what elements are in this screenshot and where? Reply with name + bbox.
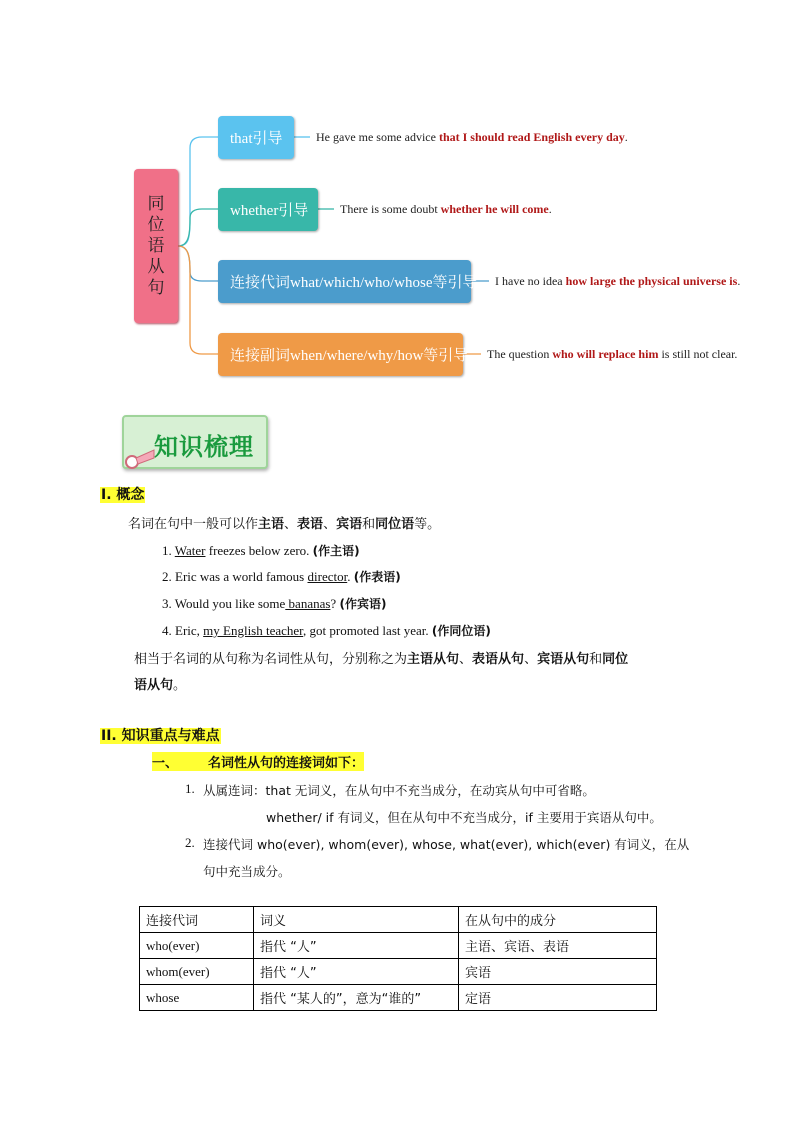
branch-whether (218, 188, 318, 231)
table-header-row (140, 907, 657, 933)
example-4: 4. Eric, my English teacher, got promoted last year. (作同位语) (162, 623, 491, 638)
section2-subheading: 一、 名词性从句的连接词如下： (152, 752, 364, 771)
example-adverb: The question who will replace him is still not clear. (487, 347, 738, 361)
table-cell: whose (140, 985, 254, 1011)
table-cell: 主语、宾语、表语 (459, 933, 657, 959)
table-header-cell: 词义 (254, 907, 459, 933)
table-row (140, 959, 657, 985)
table-cell: who(ever) (140, 933, 254, 959)
table-cell: 指代 “某人的”，意为“谁的” (254, 985, 459, 1011)
section2-heading: II. 知识重点与难点 (101, 728, 220, 744)
section1-summary-line2: 语从句。 (134, 678, 187, 693)
branch-that-label: that引导 (230, 131, 283, 147)
example-2: 2. Eric was a world famous director. (作表语) (162, 569, 401, 584)
table-cell: 定语 (459, 985, 657, 1011)
example-whether: There is some doubt whether he will come. (340, 202, 552, 216)
table-row (140, 933, 657, 959)
mindmap-root (134, 169, 178, 323)
branch-pronoun-label: 连接代词what/which/who/whose等引导 (230, 275, 478, 291)
section1-heading: I. 概念 (101, 487, 145, 503)
table-cell: 指代 “人” (254, 933, 459, 959)
item2-num: 2. (185, 835, 195, 850)
branch-adverb (218, 333, 469, 376)
item2-line1: 连接代词 who(ever), whom(ever), whose, what(ever), which(ever) 有词义，在从 (203, 837, 690, 852)
branch-adverb-label: 连接副词when/where/why/how等引导 (230, 348, 469, 364)
example-3: 3. Would you like some bananas? (作宾语) (162, 596, 387, 611)
table-row (140, 985, 657, 1011)
item1-num: 1. (185, 781, 195, 796)
section1-summary: 相当于名词的从句称为名词性从句，分别称之为主语从句、表语从句、宾语从句和同位 (134, 652, 629, 667)
example-pronoun: I have no idea how large the physical universe is. (495, 274, 741, 288)
table-cell: whom(ever) (140, 959, 254, 985)
item1-line1: 从属连词：that 无词义，在从句中不充当成分，在动宾从句中可省略。 (203, 783, 595, 798)
connective-pronoun-table (139, 906, 657, 1011)
branch-pronoun (218, 260, 478, 303)
table-header-cell: 连接代词 (140, 907, 254, 933)
section1-intro: 名词在句中一般可以作主语、表语、宾语和同位语等。 (128, 517, 441, 532)
example-1: 1. Water freezes below zero. (作主语) (162, 543, 360, 558)
pencil-icon (124, 449, 156, 471)
item2-line2: 句中充当成分。 (203, 864, 291, 879)
table-cell: 指代 “人” (254, 959, 459, 985)
branch-that (218, 116, 294, 159)
item1-line2: whether/ if 有词义，但在从句中不充当成分，if 主要用于宾语从句中。 (266, 810, 662, 825)
table-cell: 宾语 (459, 959, 657, 985)
table-header-cell: 在从句中的成分 (459, 907, 657, 933)
example-that: He gave me some advice that I should read English every day. (316, 130, 628, 144)
branch-whether-label: whether引导 (230, 203, 309, 219)
badge-title: 知识梳理 (154, 433, 254, 461)
mindmap-root-label: 同位语从句 (147, 193, 165, 298)
